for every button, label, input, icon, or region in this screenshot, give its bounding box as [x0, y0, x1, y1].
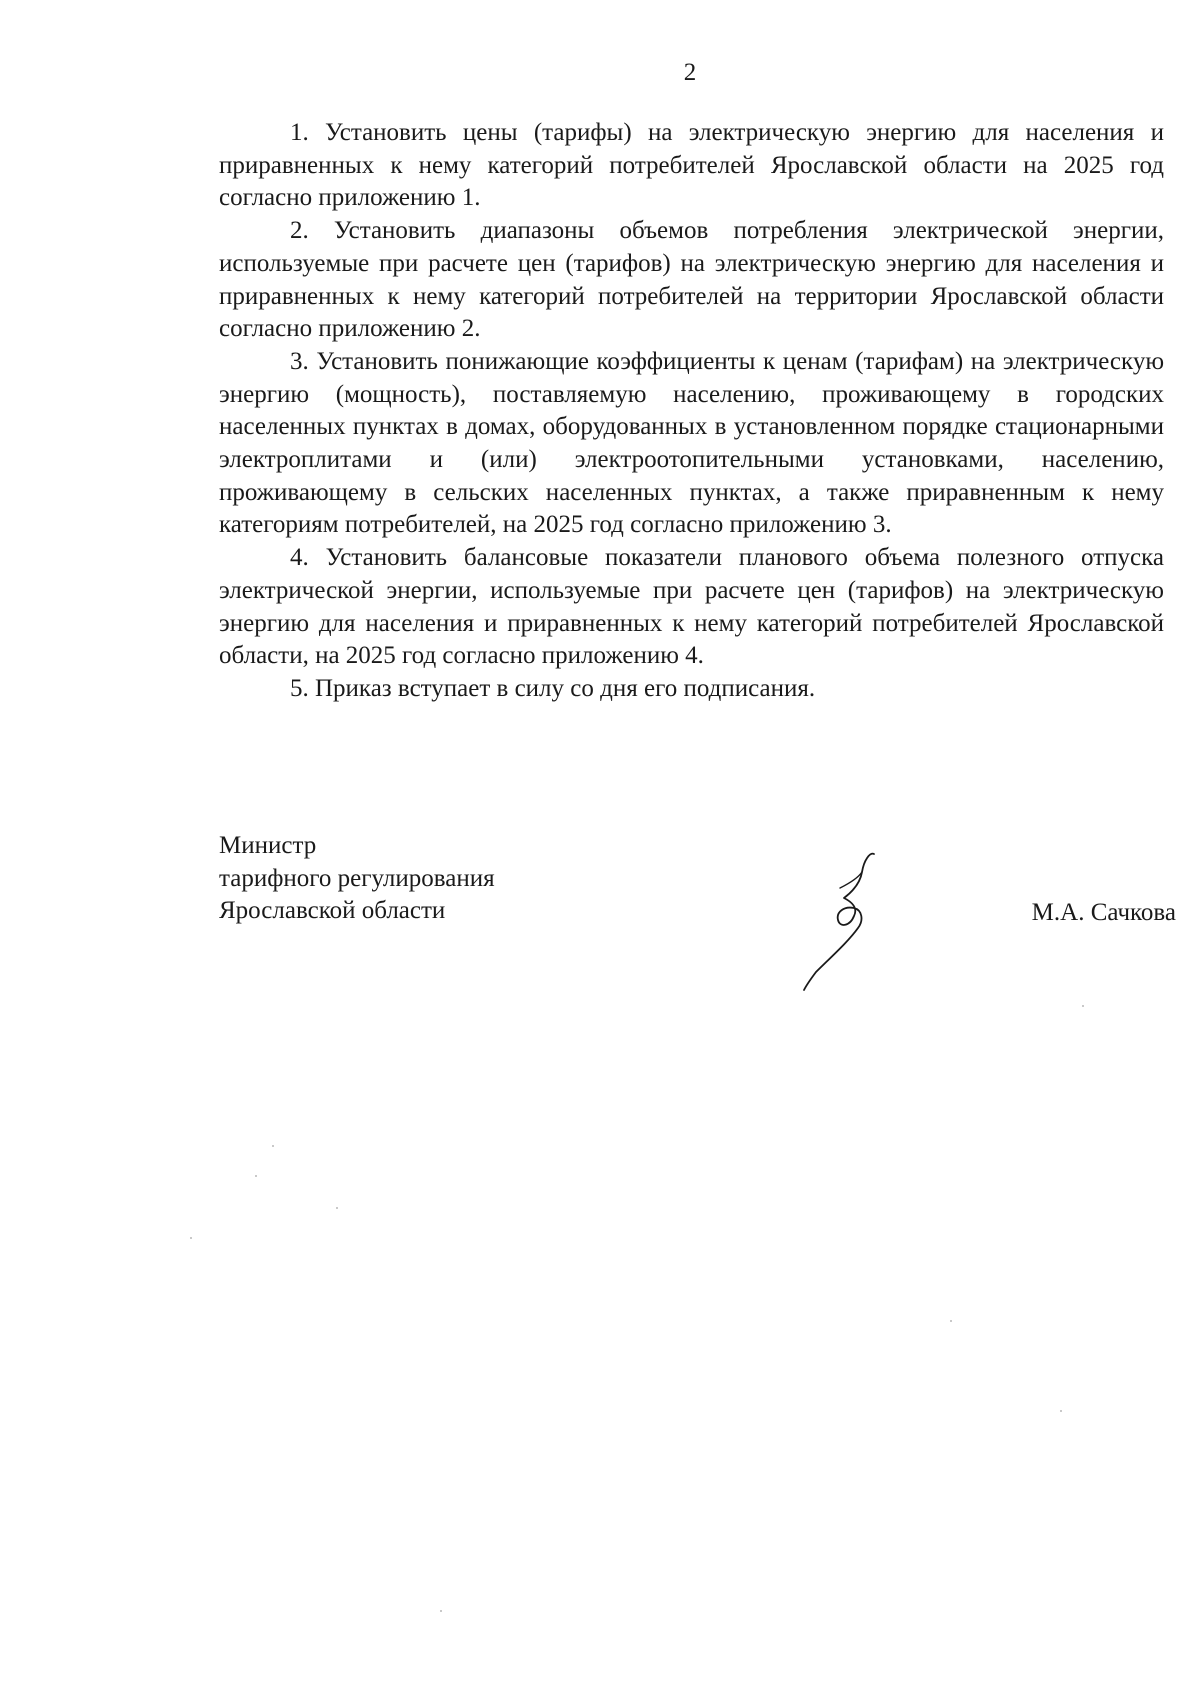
scan-speck [440, 1610, 442, 1612]
handwritten-signature [800, 850, 900, 1000]
scan-speck [950, 1320, 952, 1322]
order-item-4: 4. Установить балансовые показатели планового объема полезного отпуска электрической энергии, используемые при расчете цен (тарифов) на электрическую энергию для населения и приравненных к нему категорий потребителей Ярославской области, на 2025 год согласно приложению 4. [219, 544, 1164, 670]
scan-speck [255, 1175, 257, 1177]
scan-speck [336, 1207, 338, 1209]
scan-speck [1060, 1410, 1062, 1412]
scan-speck [190, 1237, 192, 1239]
order-item-3: 3. Установить понижающие коэффициенты к ценам (тарифам) на электрическую энергию (мощность), поставляемую населению, проживающему в городских населенных пунктах в домах, оборудованных в установленном порядке стационарными электроплитами и (или) электроотопительными установками, населению, проживающему в сельских населенных пунктах, а также приравненным к нему категориям потребителей, на 2025 год согласно приложению 3. [219, 347, 1164, 539]
signer-name: М.А. Сачкова [1031, 899, 1176, 926]
order-body [219, 117, 1164, 706]
page-number: 2 [683, 59, 697, 86]
order-item-5: 5. Приказ вступает в силу со дня его подписания. [290, 674, 816, 702]
scan-speck [1082, 1005, 1084, 1007]
order-item-1: 1. Установить цены (тарифы) на электрическую энергию для населения и приравненных к нему категорий потребителей Ярославской области на 2025 год согласно приложению 1. [219, 119, 1164, 212]
signer-position [219, 830, 495, 928]
signer-position-line: Ярославской области [219, 897, 446, 925]
signer-position-line: Министр [219, 832, 317, 859]
signer-position-line: тарифного регулирования [219, 864, 495, 892]
scan-speck [272, 1145, 274, 1147]
order-item-2: 2. Установить диапазоны объемов потребления электрической энергии, используемые при расчете цен (тарифов) на электрическую энергию для населения и приравненных к нему категорий потребителей на территории Ярославской области согласно приложению 2. [219, 217, 1164, 343]
